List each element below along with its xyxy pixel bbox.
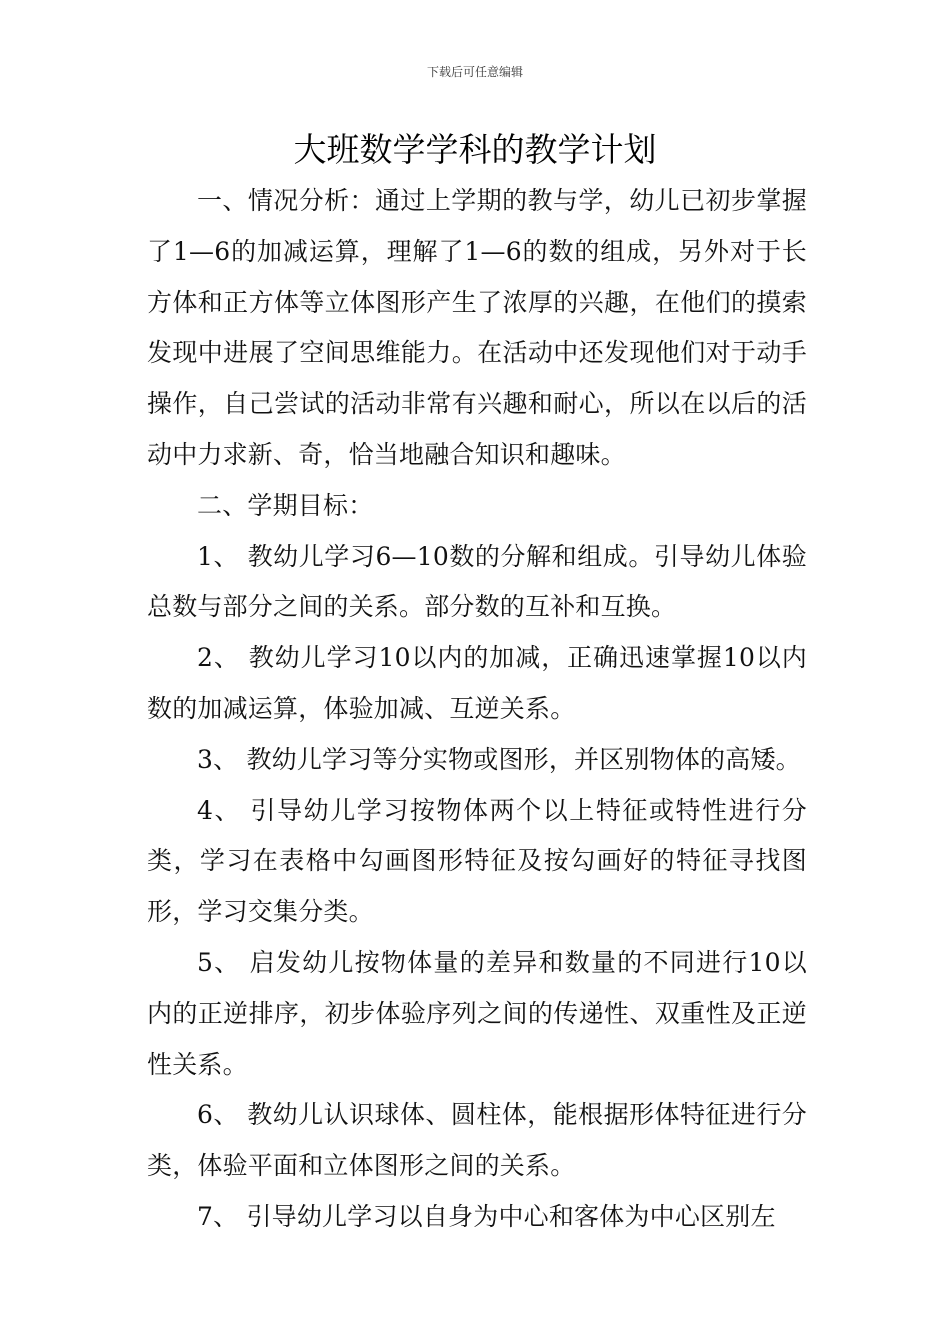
paragraph-goal-7: 7、 引导幼儿学习以自身为中心和客体为中心区别左 — [197, 1201, 776, 1231]
document-title: 大班数学学科的教学计划 — [293, 130, 657, 169]
paragraph-goal-3: 3、 教幼儿学习等分实物或图形，并区别物体的高矮。 — [197, 744, 801, 774]
paragraph-goal-1: 1、 教幼儿学习6—10数的分解和组成。引导幼儿体验总数与部分之间的关系。部分数的互补和互换。 — [147, 541, 807, 622]
paragraph-situation-analysis: 一、情况分析：通过上学期的教与学，幼儿已初步掌握了1—6的加减运算，理解了1—6的数的组成，另外对于长方体和正方体等立体图形产生了浓厚的兴趣，在他们的摸索发现中进展了空间思维能力。在活动中还发现他们对于动手操作，自己尝试的活动非常有兴趣和耐心，所以在以后的活动中力求新、奇，恰当地融合知识和趣味。 — [147, 186, 807, 469]
header-note: 下载后可任意编辑 — [426, 65, 523, 79]
paragraph-semester-goals-heading: 二、学期目标： — [197, 490, 374, 520]
document-body — [147, 176, 807, 1243]
paragraph-goal-6: 6、 教幼儿认识球体、圆柱体，能根据形体特征进行分类，体验平面和立体图形之间的关系。 — [147, 1100, 807, 1181]
paragraph-goal-5: 5、 启发幼儿按物体量的差异和数量的不同进行10以内的正逆排序，初步体验序列之间的传递性、双重性及正逆性关系。 — [147, 947, 807, 1079]
paragraph-goal-4: 4、 引导幼儿学习按物体两个以上特征或特性进行分类，学习在表格中勾画图形特征及按勾画好的特征寻找图形，学习交集分类。 — [147, 795, 807, 927]
paragraph-goal-2: 2、 教幼儿学习10以内的加减，正确迅速掌握10以内数的加减运算，体验加减、互逆关系。 — [147, 643, 807, 723]
